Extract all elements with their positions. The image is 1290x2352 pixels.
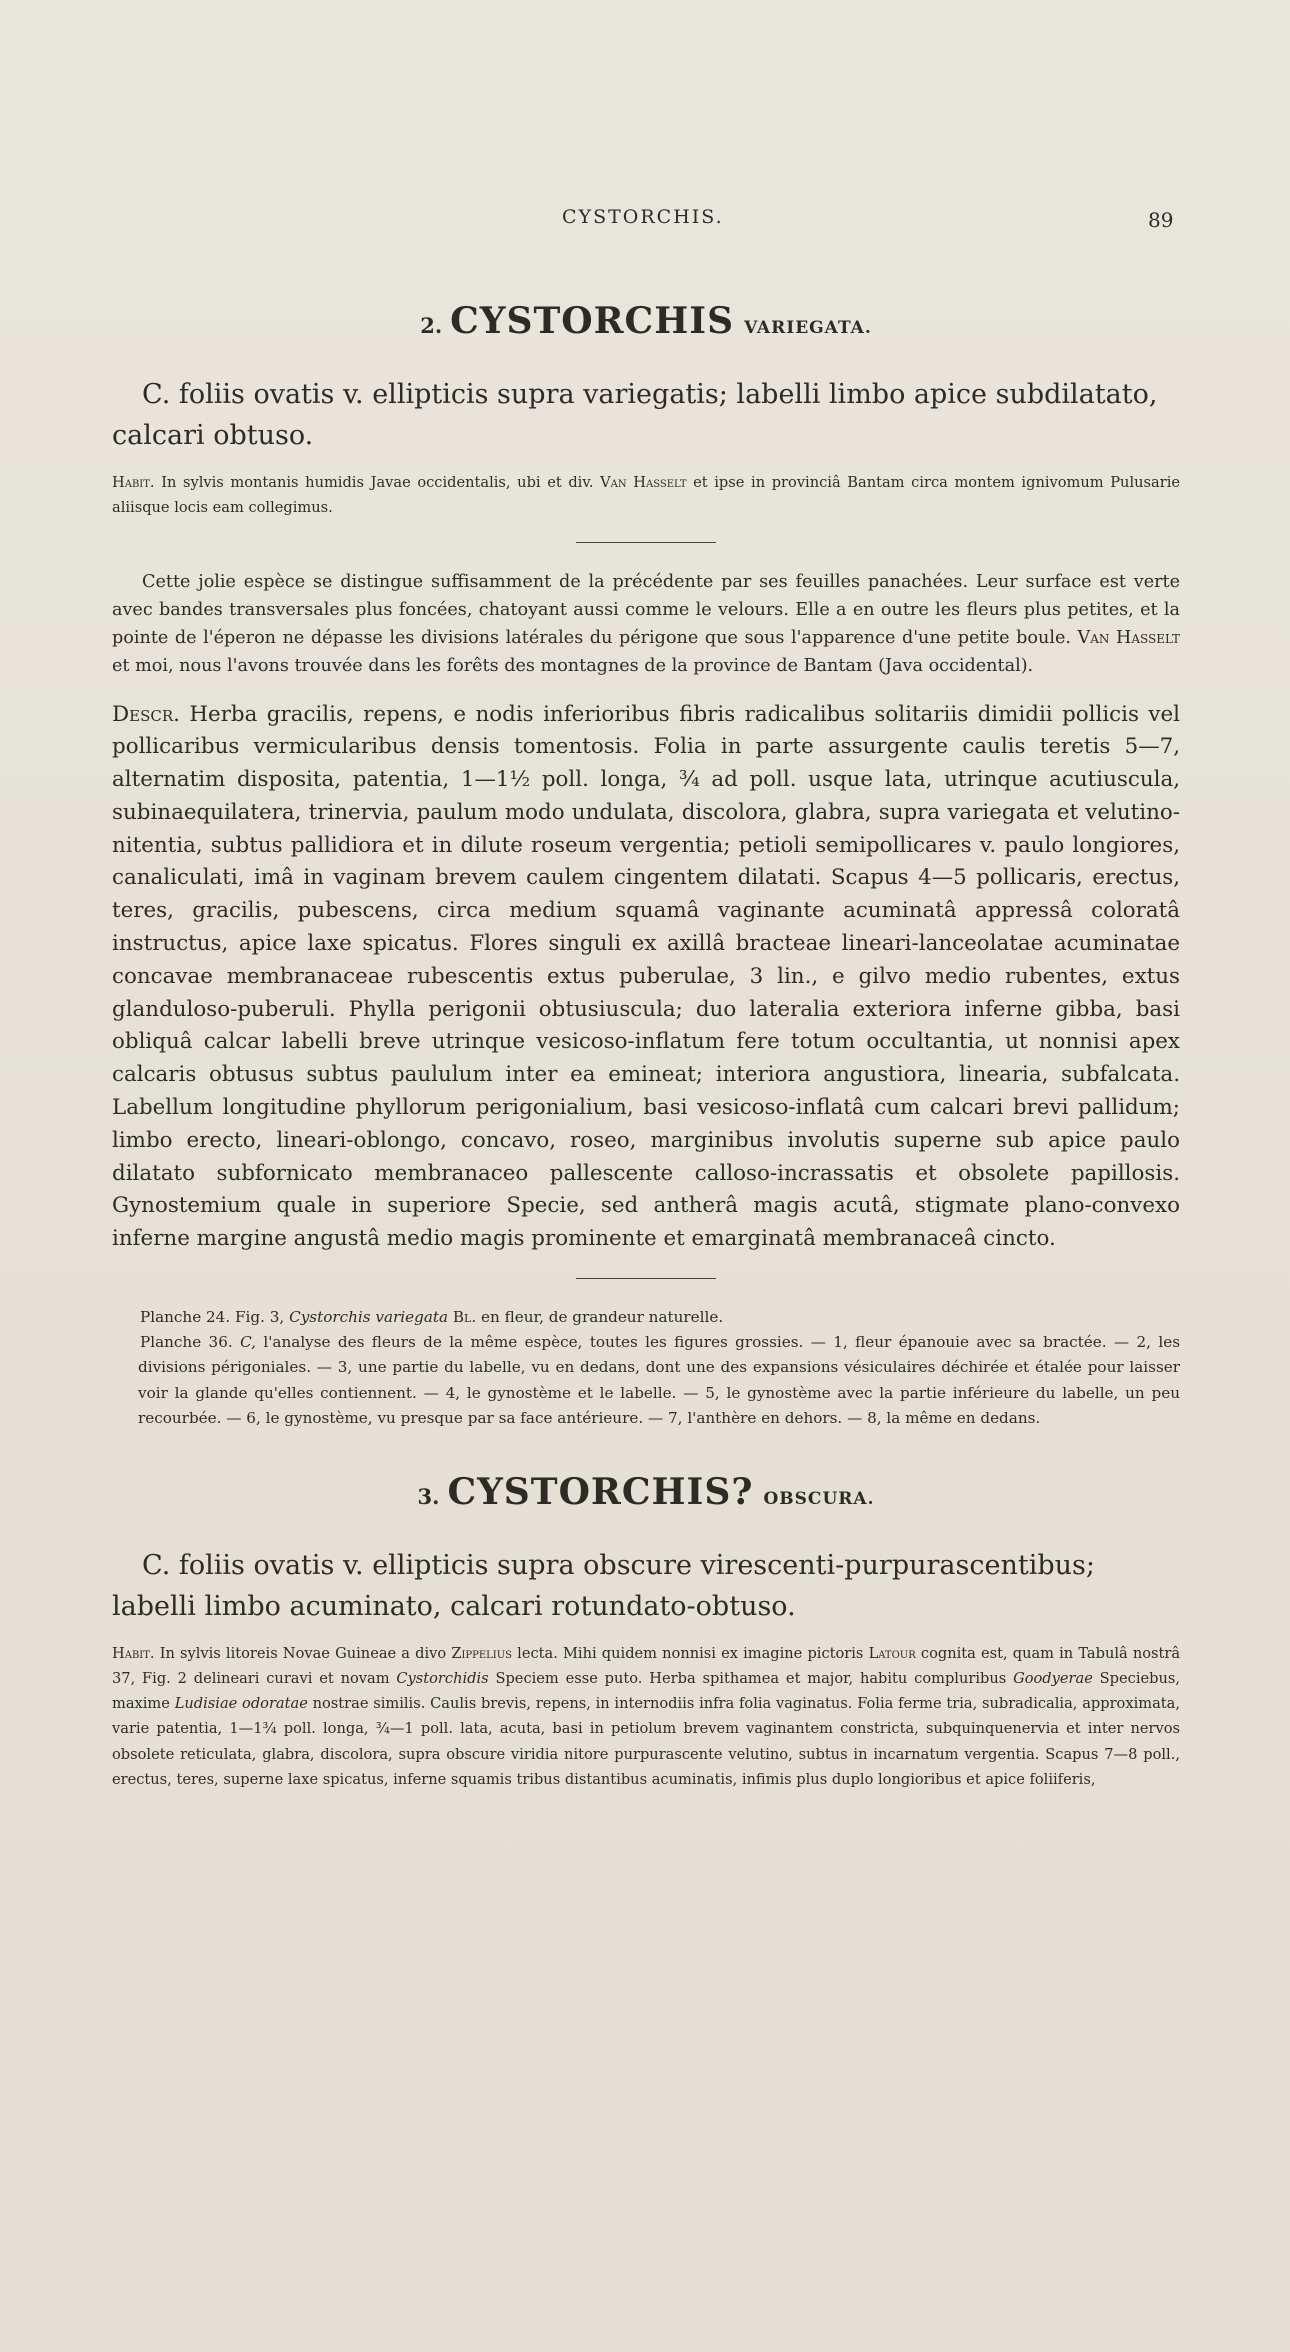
species-3-number: 3. — [417, 1484, 440, 1510]
genus-name: Goodyerae — [1013, 1670, 1093, 1688]
species-2-heading — [112, 300, 1180, 343]
habitat-text: Speciem esse puto. Herba spithamea et major, habitu compluribus — [495, 1670, 1007, 1688]
species-3-heading — [112, 1471, 1180, 1514]
page-number: 89 — [1148, 208, 1174, 232]
habitat-text: cognita est, quam in Tabulâ nostrâ 37, Fig. 2 delineari curavi et novam — [112, 1645, 1181, 1688]
description-text: Herba gracilis, repens, e nodis inferioribus fibris radicalibus solitariis dimidii pollicis vel pollicaribus vermicularibus densis tomentosis. Folia in parte assurgente caulis teretis 5—7, alternatim disposita, patentia, 1—1½ poll. longa, ¾ ad poll. usque lata, utrinque acutiuscula, subinaequilatera, trinervia, paulum modo undulata, discolora, glabra, supra variegata et velutino-nitentia, subtus pallidiora et in dilute roseum vergentia; petioli semipollicares v. paulo longiores, canaliculati, imâ in vaginam brevem caulem cingentem dilatati. Scapus 4—5 pollicaris, erectus, teres, gracilis, pubescens, circa medium squamâ vaginante acuminatâ appressâ coloratâ instructus, apice laxe spicatus. Flores singuli ex axillâ bracteae lineari-lanceolatae acuminatae concavae membranaceae rubescentis extus puberulae, 3 lin., e gilvo medio rubentes, extus glanduloso-puberuli. Phylla perigonii obtusiuscula; duo lateralia exteriora inferne gibba, basi obliquâ calcar labelli breve utrinque vesicoso-inflatum fere totum occultantia, ut nonnisi apex calcaris obtusus subtus paululum inter ea emineat; interiora angustiora, linearia, subfalcata. Labellum longitudine phyllorum perigonialium, basi vesicoso-inflatâ cum calcari brevi pallidum; limbo erecto, lineari-oblongo, concavo, roseo, marginibus involutis superne sub apice paulo dilatato subfornicato membranaceo pallescente calloso-incrassatis et obsolete papillosis. Gynostemium quale in superiore Specie, sed antherâ magis acutâ, stigmate plano-convexo inferne margine angustâ medio magis prominente et emarginatâ membranaceâ cincto. — [112, 701, 1180, 1252]
plate-author: Bl. — [452, 1307, 477, 1326]
species-2-epithet: VARIEGATA. — [744, 318, 872, 338]
habitat-text: lecta. Mihi quidem nonnisi ex imagine pictoris — [517, 1645, 864, 1663]
species-3-genus: CYSTORCHIS? — [447, 1471, 754, 1514]
species-2-french-note — [112, 569, 1180, 680]
collector-name: Van Hasselt — [1077, 627, 1180, 648]
species-2-diagnosis: C. foliis ovatis v. ellipticis supra variegatis; labelli limbo apice subdilatato, calcari obtuso. — [112, 379, 1158, 451]
species-2-number: 2. — [420, 313, 443, 338]
page-content — [112, 300, 1180, 1792]
habitat-text: In sylvis montanis humidis Javae occidentalis, ubi et div. — [161, 474, 594, 492]
species-3-diagnosis: C. foliis ovatis v. ellipticis supra obscure virescenti-purpurascentibus; labelli limbo acuminato, calcari rotundato-obtuso. — [112, 1550, 1095, 1622]
plate-species: Cystorchis variegata — [289, 1307, 449, 1326]
collector-name: Zippelius — [451, 1645, 513, 1663]
species-2-description — [112, 699, 1180, 1256]
section-divider — [576, 542, 716, 543]
painter-name: Latour — [868, 1645, 916, 1663]
plate-reference — [138, 1305, 1180, 1330]
running-title: CYSTORCHIS. — [562, 206, 724, 228]
habit-label: Habit. — [112, 474, 155, 492]
descr-label: Descr. — [112, 701, 180, 727]
french-text: Cette jolie espèce se distingue suffisamment de la précédente par ses feuilles panachées. Leur surface est verte avec bandes transversales plus foncées, chatoyant aussi comme le velours. Elle a en outre les fleurs plus petites, et la pointe de l'éperon ne dépasse les divisions latérales du périgone que sous l'apparence d'une petite boule. — [112, 572, 1180, 648]
plate-text: en fleur, de grandeur naturelle. — [481, 1307, 724, 1326]
species-3-habitat — [112, 1641, 1180, 1792]
section-divider — [576, 1278, 716, 1279]
plate-letter: C, — [240, 1333, 257, 1352]
genus-name: Cystorchidis — [396, 1670, 489, 1688]
plate-label: Planche 36. — [140, 1333, 233, 1352]
plate-references — [138, 1305, 1180, 1431]
habitat-text: In sylvis litoreis Novae Guineae a divo — [159, 1645, 447, 1663]
plate-label: Planche 24. Fig. 3, — [140, 1307, 285, 1326]
habitat-text: nostrae similis. Caulis brevis, repens, in internodiis infra folia vaginatus. Folia ferme tria, subradicalia, approximata, varie patentia, 1—1¾ poll. longa, ¾—1 poll. lata, acuta, basi in petiolum brevem vaginantem constricta, subquinquenervia et inter nervos obsolete reticulata, glabra, discolora, supra obscure viridia nitore purpurascente velutino, subtus in incarnatum vergentia. Scapus 7—8 poll., erectus, teres, superne laxe spicatus, inferne squamis tribus distantibus acuminatis, infimis plus duplo longioribus et apice foliiferis, — [112, 1695, 1180, 1788]
species-2-habitat — [112, 470, 1180, 520]
plate-reference — [138, 1330, 1180, 1431]
habit-label: Habit. — [112, 1645, 155, 1663]
habitat-text: et ipse in provinciâ Bantam circa montem ignivomum Pulusarie aliisque locis eam collegimus. — [112, 474, 1180, 517]
species-2-genus: CYSTORCHIS — [450, 300, 735, 342]
plate-text: l'analyse des fleurs de la même espèce, toutes les figures grossies. — 1, fleur épanouie avec sa bractée. — 2, les divisions périgoniales. — 3, une partie du labelle, vu en dedans, dont une des expansions vésiculaires déchirée et étalée pour laisser voir la glande qu'elles contiennent. — 4, le gynostème et le labelle. — 5, le gynostème avec la partie inférieure du labelle, un peu recourbée. — 6, le gynostème, vu presque par sa face antérieure. — 7, l'anthère en dehors. — 8, la même en dedans. — [138, 1333, 1180, 1427]
collector-name: Van Hasselt — [600, 474, 687, 492]
species-name: Ludisiae odoratae — [174, 1695, 308, 1713]
habitat-text: Speciebus, maxime — [112, 1670, 1180, 1713]
running-head — [0, 206, 1290, 236]
french-text: et moi, nous l'avons trouvée dans les forêts des montagnes de la province de Bantam (Java occidental). — [112, 655, 1034, 676]
species-3-epithet: OBSCURA. — [763, 1489, 875, 1510]
